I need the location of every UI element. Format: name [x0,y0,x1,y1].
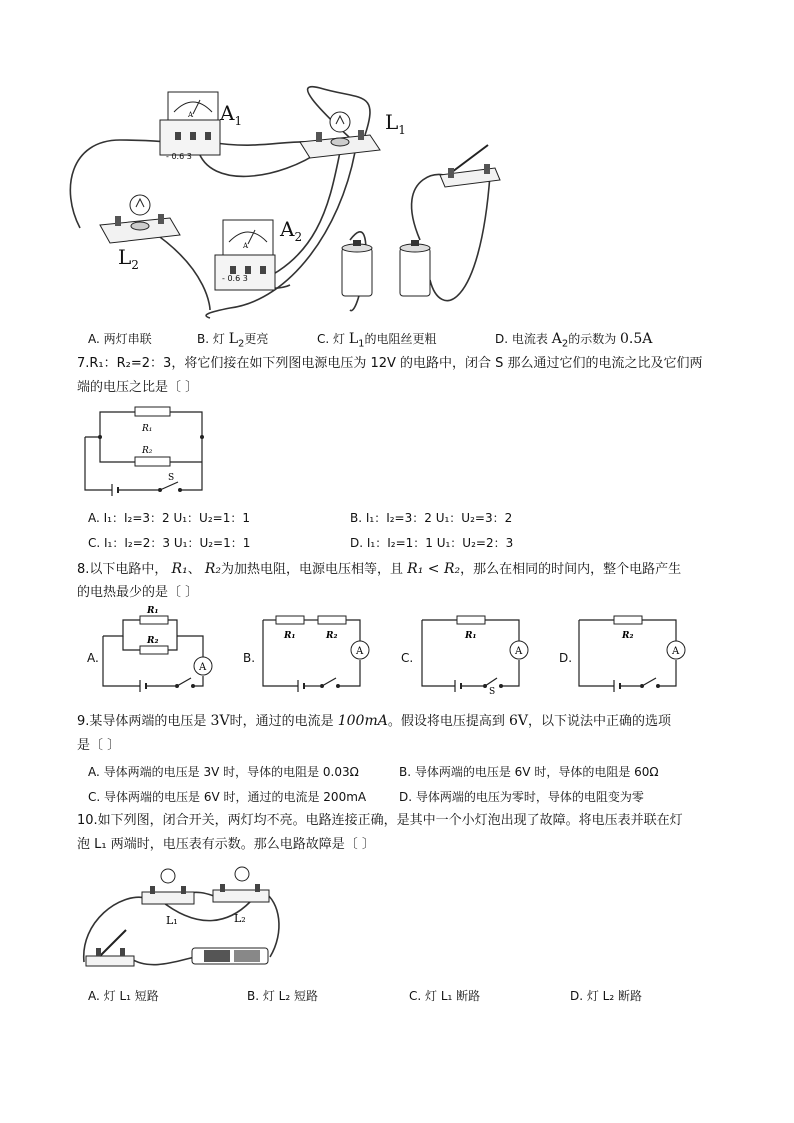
q8b-r2-label: R₂ [326,631,338,641]
label-l1: $L_1$ [385,110,406,137]
q7-r2-label: R₂ [142,446,153,456]
q8-stem-line1: 8.以下电路中， R₁、 R₂为加热电阻，电源电压相等，且 R₁ < R₂，那么在相同的时间内，整个电路产生 [77,561,682,577]
q7-circuit-diagram [80,402,225,497]
label-a2: $A_2$ [280,217,303,244]
q9-option-a[interactable]: A. 导体两端的电压是 3V 时，导体的电阻是 0.03Ω [88,765,359,779]
q6-option-c[interactable]: C. 灯 $L_1$的电阻丝更粗 [317,331,437,350]
q8c-r1-label: R₁ [465,631,477,641]
knife-switch-icon [440,145,500,187]
battery-2-icon [400,240,430,296]
lamp-l1-icon [300,112,380,158]
q6-option-b[interactable]: B. 灯 $L_2$更亮 [197,331,269,350]
label-l2: $L_2$ [118,245,139,272]
q8a-meter-label: A [199,662,207,673]
q6-option-d[interactable]: D. 电流表 $A_2$的示数为 0.5A [495,331,653,350]
q8-circuit-d-label[interactable]: D. [559,651,573,665]
lamp-l2-icon [213,867,269,902]
meter-a2-scale: - 0.6 3 [222,274,248,283]
q8-circuit-b-label[interactable]: B. [243,651,256,665]
q8a-r1-label: R₁ [147,606,159,616]
meter-a1-scale: - 0.6 3 [166,152,192,161]
q7-option-b[interactable]: B. I₁：I₂=3：2 U₁：U₂=3：2 [350,511,513,525]
q7-option-d[interactable]: D. I₁：I₂=1：1 U₁：U₂=2：3 [350,536,514,550]
battery-pack-icon [192,948,268,964]
q9-option-b[interactable]: B. 导体两端的电压是 6V 时，导体的电阻是 60Ω [399,765,659,779]
q9-option-d[interactable]: D. 导体两端的电压为零时，导体的电阻变为零 [399,790,644,804]
q10-stem-line1: 10.如下列图，闭合开关，两灯均不亮。电路连接正确，是其中一个小灯泡出现了故障。将电压表并联在灯 [77,813,683,828]
battery-1-icon [342,240,372,296]
lamp-l1-icon [142,869,194,904]
q8d-meter-label: A [672,646,680,657]
q8-circuit-b[interactable] [258,612,378,694]
q9-option-c[interactable]: C. 导体两端的电压是 6V 时，通过的电流是 200mA [88,790,367,804]
q8-circuit-c[interactable] [417,612,537,694]
q6-option-a[interactable]: A. 两灯串联 [88,332,152,346]
q8b-meter-label: A [356,646,364,657]
q7-stem-line2: 端的电压之比是〔 〕 [77,380,199,395]
knife-switch-icon [86,930,134,966]
q8c-meter-label: A [515,646,523,657]
q7-option-c[interactable]: C. I₁：I₂=2：3 U₁：U₂=1：1 [88,536,251,550]
q10-option-b[interactable]: B. 灯 L₂ 短路 [247,989,318,1003]
q7-option-a[interactable]: A. I₁：I₂=3：2 U₁：U₂=1：1 [88,511,250,525]
q6-circuit-diagram [60,80,520,320]
q8-circuit-c-label[interactable]: C. [401,651,414,665]
q8-circuit-a[interactable] [95,606,220,694]
q10-l2-label: L₂ [234,912,246,925]
q8-circuit-a-label[interactable]: A. [87,651,99,665]
q10-option-d[interactable]: D. 灯 L₂ 断路 [570,989,642,1003]
q8-stem-line2: 的电热最少的是〔 〕 [77,585,199,600]
lamp-l2-icon [100,195,180,243]
q10-circuit-diagram [80,862,285,974]
q6-a1-meter-a-label: A [188,111,194,119]
q7-r1-label: R₁ [142,424,153,434]
q10-stem-line2: 泡 L₁ 两端时，电压表有示数。那么电路故障是〔 〕 [77,837,375,852]
q8c-s-label: S [489,687,496,694]
label-a1: $A_1$ [220,101,243,128]
q10-option-a[interactable]: A. 灯 L₁ 短路 [88,989,159,1003]
q8-circuit-d[interactable] [574,612,694,694]
q8b-r1-label: R₁ [284,631,296,641]
q7-s-label: S [168,473,175,483]
q7-stem-line1: 7.R₁：R₂=2：3，将它们接在如下列图电源电压为 12V 的电路中，闭合 S 那么通过它们的电流之比及它们两 [77,356,703,371]
q8d-r2-label: R₂ [622,631,634,641]
q10-option-c[interactable]: C. 灯 L₁ 断路 [409,989,481,1003]
q9-stem-line1: 9.某导体两端的电压是 3V时，通过的电流是 100mA。假设将电压提高到 6V，以下说法中正确的选项 [77,713,672,729]
ammeter-a1-icon [160,92,220,155]
q10-l1-label: L₁ [166,914,178,927]
q9-stem-line2: 是〔 〕 [77,738,121,753]
q8a-r2-label: R₂ [147,636,159,646]
q6-a2-meter-a-label: A [243,242,249,250]
